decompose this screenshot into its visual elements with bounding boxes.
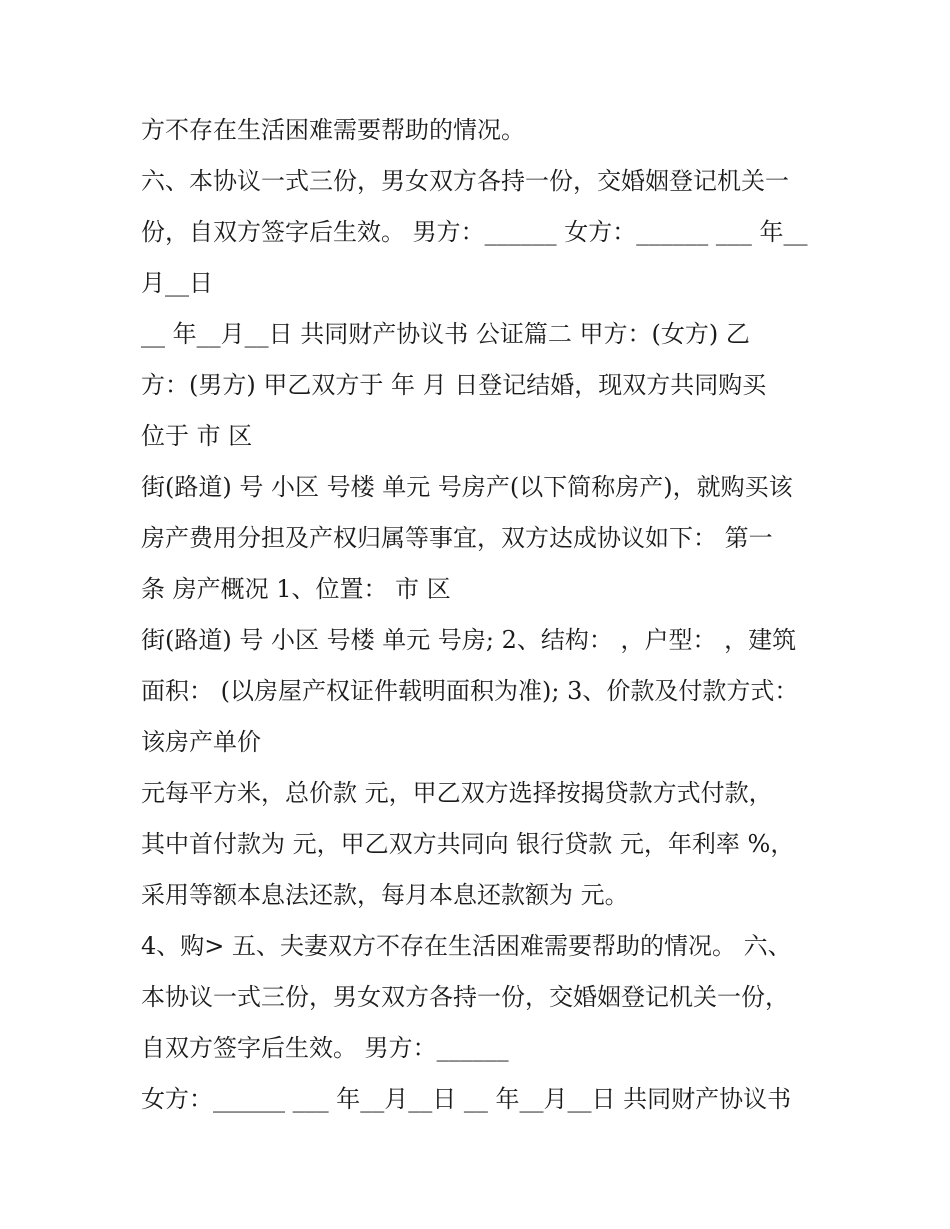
text-line: 街(路道) 号 小区 号楼 单元 号房; 2、结构： ，户型： ，建筑 — [141, 626, 797, 654]
text-line: 街(路道) 号 小区 号楼 单元 号房产(以下简称房产)，就购买该 — [141, 473, 793, 501]
text-line: 房产费用分担及产权归属等事宜，双方达成协议如下： 第一 — [141, 524, 773, 552]
text-line: 六、本协议一式三份，男女双方各持一份，交婚姻登记机关一 — [141, 167, 789, 195]
text-line: 采用等额本息法还款，每月本息还款额为 元。 — [141, 881, 629, 909]
text-line: 其中首付款为 元，甲乙双方共同向 银行贷款 元，年利率 %， — [141, 830, 795, 858]
text-line: 方：(男方) 甲乙双方于 年 月 日登记结婚，现双方共同购买 — [141, 371, 767, 399]
document-body — [141, 105, 821, 1125]
text-line: 自双方签字后生效。 男方：______ — [141, 1034, 509, 1062]
text-line: 份，自双方签字后生效。 男方：______ 女方：______ ___ 年__ — [141, 218, 808, 246]
text-line: 女方：______ ___ 年__月__日 __ 年__月__日 共同财产协议书 — [141, 1085, 792, 1113]
text-line: 条 房产概况 1、位置： 市 区 — [141, 575, 451, 603]
text-line: 本协议一式三份，男女双方各持一份，交婚姻登记机关一份， — [141, 983, 789, 1011]
text-line: 4、购> 五、夫妻双方不存在生活困难需要帮助的情况。 六、 — [141, 932, 792, 960]
text-line: 方不存在生活困难需要帮助的情况。 — [141, 116, 525, 144]
text-line: 元每平方米，总价款 元，甲乙双方选择按揭贷款方式付款， — [141, 779, 773, 807]
text-line: 面积： (以房屋产权证件载明面积为准); 3、价款及付款方式： — [141, 677, 799, 705]
text-line: 该房产单价 — [141, 728, 261, 756]
text-line: __ 年__月__日 共同财产协议书 公证篇二 甲方：(女方) 乙 — [141, 320, 750, 348]
text-line: 位于 市 区 — [141, 422, 253, 450]
text-line: 月__日 — [141, 269, 213, 297]
